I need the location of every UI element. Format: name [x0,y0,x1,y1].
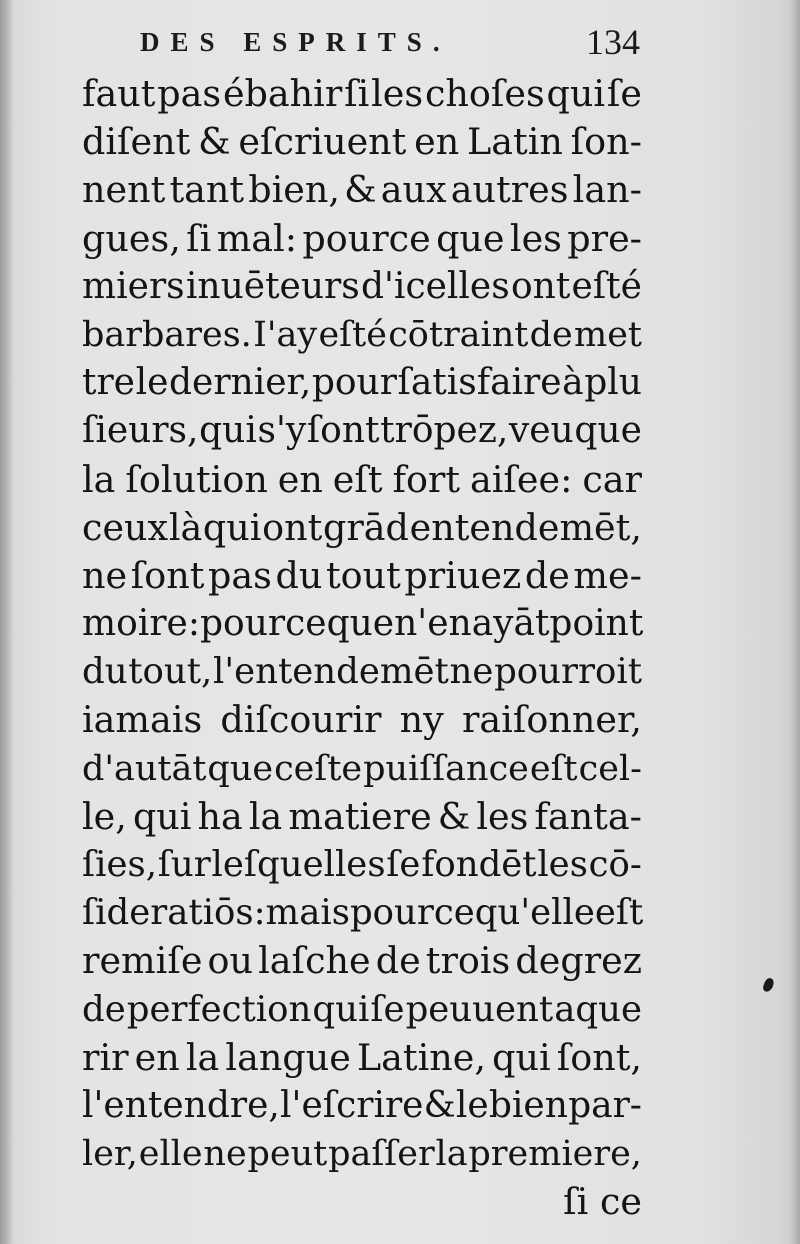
text-line: diſent & eſcriuent en Latin ſon- [82,120,642,164]
text-line: le, qui ha la matiere & les fanta- [82,794,642,838]
text-line: gues, ſi mal: pource que les pre- [82,216,642,260]
text-line: ceux là qui ont grād entendemēt, [82,505,642,549]
text-line: rir en la langue Latine, qui ſont, [82,1035,642,1079]
text-line: remiſe ou laſche de trois degrez [82,939,642,983]
text-line: ſies, ſur leſquelles ſe fondēt les cō- [82,844,642,885]
text-line: faut pas ébahir ſi les choſes qui ſe [82,72,642,115]
text-line: iamais diſcourir ny raiſonner, [82,698,642,742]
text-line: miers inuēteurs d'icelles ont eſté [82,265,642,307]
gutter-shadow [0,0,14,1244]
text-line: ne ſont pas du tout priuez de me- [82,553,642,597]
running-title: DES ESPRITS. [140,26,451,57]
text-line: nent tant bien, & aux autres lan- [82,168,642,212]
page-number: 134 [586,22,640,62]
text-line: ſieurs, qui s'y ſont trōpez, veu que [82,410,642,452]
text-line: ſideratiōs: mais pource qu'elle eſt [82,892,644,934]
text-line: tre le dernier, pour ſatisfaire à plu [82,362,642,404]
catchword: ſi ce [563,1180,642,1224]
text-line: du tout, l'entendemēt ne pourroit [82,651,642,693]
text-line: l'entendre, l'eſcrire & le bien par- [82,1084,642,1126]
text-line: la ſolution en eſt fort aiſee: car [82,457,642,501]
body-text [82,70,642,1227]
text-line: de perfection qui ſe peuuent aque [82,988,642,1030]
text-line: ler, elle ne peut paſſer la premiere, [82,1134,642,1175]
edge-shadow [790,0,800,1244]
text-line: d'autāt que ceſte puiſſance eſt cel- [82,748,642,789]
text-line: barbares. I'ay eſté cōtraint de met [82,314,642,355]
ink-blot [762,977,775,993]
text-line: moire: pource que n'en ayāt point [82,603,644,645]
running-head [140,22,640,62]
